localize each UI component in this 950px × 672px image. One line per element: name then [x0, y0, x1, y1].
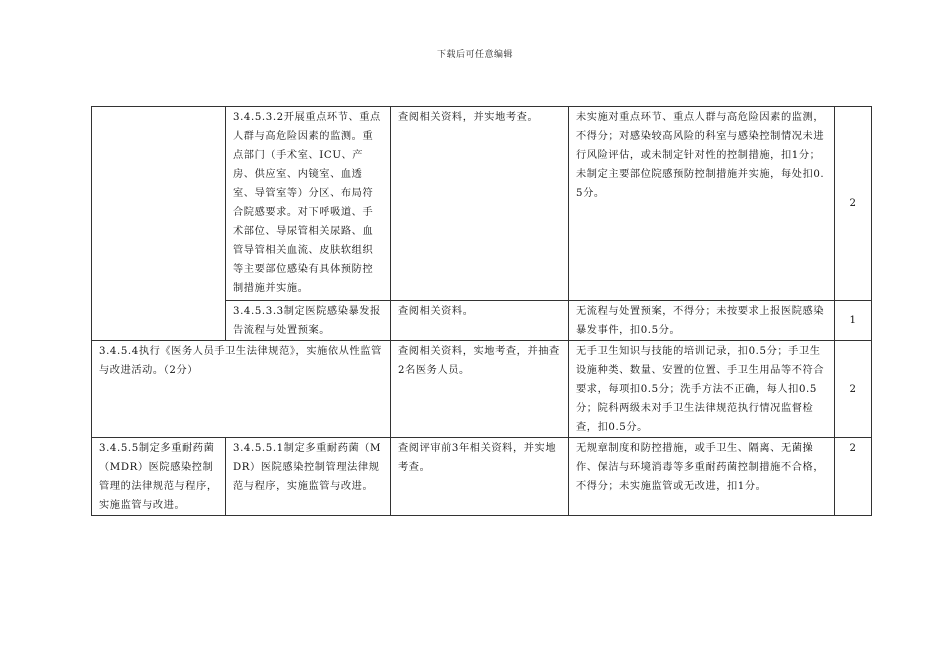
- evaluation-standards-table: [91, 106, 872, 516]
- standard-item-cell: 3.4.5.3.2开展重点环节、重点人群与高危险因素的监测。重点部门（手术室、ICU、产房、供应室、内镜室、血透室、导管室等）分区、布局符合院感要求。对下呼吸道、手术部位、导尿管相关尿路、血管导管相关血流、皮肤软组织等主要部位感染有具体预防控制措施并实施。: [226, 107, 391, 301]
- table-row: [92, 438, 872, 516]
- scoring-rule-cell: 未实施对重点环节、重点人群与高危险因素的监测，不得分；对感染较高风险的科室与感染控制情况未进行风险评估，或未制定针对性的控制措施，扣1分；未制定主要部位院感预防控制措施并实施，每处扣0.5分。: [569, 107, 835, 301]
- page-header-note: 下载后可任意编辑: [436, 50, 513, 60]
- evaluation-method-cell: 查阅相关资料。: [391, 301, 569, 341]
- sub-standard-item-cell: 3.4.5.5.1制定多重耐药菌（MDR）医院感染控制管理法律规范与程序，实施监管与改进。: [226, 438, 391, 516]
- scoring-rule-cell: 无规章制度和防控措施，或手卫生、隔离、无菌操作、保洁与环境消毒等多重耐药菌控制措施不合格，不得分；未实施监管或无改进，扣1分。: [569, 438, 835, 516]
- standard-item-cell: 3.4.5.5制定多重耐药菌（MDR）医院感染控制管理的法律规范与程序，实施监管与改进。: [92, 438, 226, 516]
- score-cell: 2: [835, 438, 872, 516]
- scoring-rule-cell: 无手卫生知识与技能的培训记录，扣0.5分；手卫生设施种类、数量、安置的位置、手卫生用品等不符合要求，每项扣0.5分；洗手方法不正确，每人扣0.5分；院科两级未对手卫生法律规范执行情况监督检查，扣0.5分。: [569, 341, 835, 438]
- scoring-rule-cell: 无流程与处置预案，不得分；未按要求上报医院感染暴发事件，扣0.5分。: [569, 301, 835, 341]
- standard-item-cell: 3.4.5.3.3制定医院感染暴发报告流程与处置预案。: [226, 301, 391, 341]
- standard-item-cell: 3.4.5.4执行《医务人员手卫生法律规范》，实施依从性监管与改进活动。（2分）: [92, 341, 391, 438]
- score-cell: 1: [835, 301, 872, 341]
- blank-parent-cell: [92, 107, 226, 341]
- evaluation-method-cell: 查阅评审前3年相关资料，并实地考查。: [391, 438, 569, 516]
- evaluation-method-cell: 查阅相关资料，并实地考查。: [391, 107, 569, 301]
- table-row: [92, 107, 872, 301]
- score-cell: 2: [835, 107, 872, 301]
- evaluation-method-cell: 查阅相关资料，实地考查，并抽查2名医务人员。: [391, 341, 569, 438]
- score-cell: 2: [835, 341, 872, 438]
- table-row: [92, 341, 872, 438]
